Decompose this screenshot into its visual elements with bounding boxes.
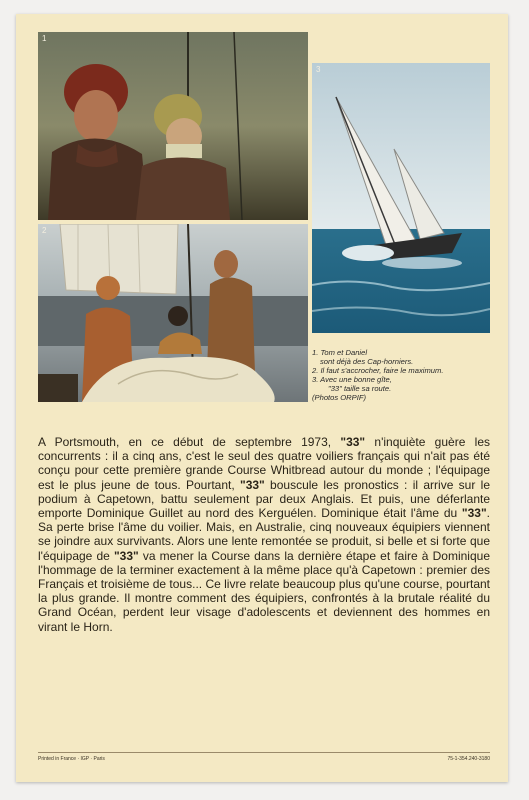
blurb-segment: va mener la Course dans la dernière étape et faire à Dominique l'hommage de la terminer exactement à la même place qu'à Capetown : premier des Français et troisième de tous... Ce livre relate beaucoup plus qu'une course, pourtant la plus grande. Il montre comment des équipiers, confrontés à la brutale réalité du Grand Océan, perdent leur visage d'adolescents et deviennent des hommes en virant le Horn. bbox=[38, 548, 490, 634]
photo-number: 3 bbox=[316, 65, 321, 74]
isbn-code: 75-1-354.240-3180 bbox=[447, 756, 490, 762]
boat-name: "33" bbox=[240, 477, 265, 492]
yacht-image bbox=[312, 63, 490, 333]
book-back-cover bbox=[16, 14, 508, 782]
caption-1a: 1. Tom et Daniel bbox=[312, 348, 368, 357]
photo-number: 2 bbox=[42, 226, 47, 235]
photo-crew-on-deck bbox=[38, 224, 308, 402]
caption-3a: 3. Avec une bonne gîte, bbox=[312, 375, 392, 384]
boat-name: "33" bbox=[461, 506, 487, 521]
blurb-text bbox=[38, 435, 490, 634]
photo-yacht-heeling bbox=[312, 63, 490, 333]
blurb-segment: n'inquiète guère les concurrents : il a cinq ans, c'est le seul des quatre voiliers français qui n'ait pas été conçu pour cette première grande Course Whitbread autour du monde ; l'équipage est le plus jeune de tous. Pourtant, bbox=[38, 435, 490, 492]
blurb-segment: bouscule les pronostics : il arrive sur le podium à Capetown, battu seulement par deux Anglais. Et puis, une déferlante emporte Dominique Guillet au nord des Kerguélen. Dominique était l'âme du bbox=[38, 477, 491, 521]
photo-number: 1 bbox=[42, 34, 47, 43]
printed-in-france: Printed in France · IGP · Paris bbox=[38, 756, 105, 762]
photo-two-sailors bbox=[38, 32, 308, 220]
photo-credit: (Photos ORPIF) bbox=[312, 393, 367, 402]
sailors-portrait-image bbox=[38, 32, 308, 220]
caption-1b: sont déjà des Cap-horniers. bbox=[320, 357, 414, 366]
crew-deck-image bbox=[38, 224, 308, 402]
blurb-paragraph bbox=[38, 435, 490, 634]
photo-captions bbox=[312, 348, 492, 402]
blurb-segment: . Sa perte brise l'âme du voilier. Mais, en Australie, cinq nouveaux équipiers viennent se joindre aux survivants. Alors une lente remontée se produit, si belle et si forte que l'équipage de bbox=[38, 506, 490, 563]
blurb-segment: A Portsmouth, en ce début de septembre 1973, bbox=[38, 435, 341, 449]
boat-name: "33" bbox=[340, 435, 366, 449]
caption-3b: "33" taille sa route. bbox=[328, 384, 392, 393]
caption-2: 2. Il faut s'accrocher, faire le maximum. bbox=[312, 366, 444, 375]
boat-name: "33" bbox=[113, 548, 139, 563]
footer-divider bbox=[38, 752, 490, 753]
